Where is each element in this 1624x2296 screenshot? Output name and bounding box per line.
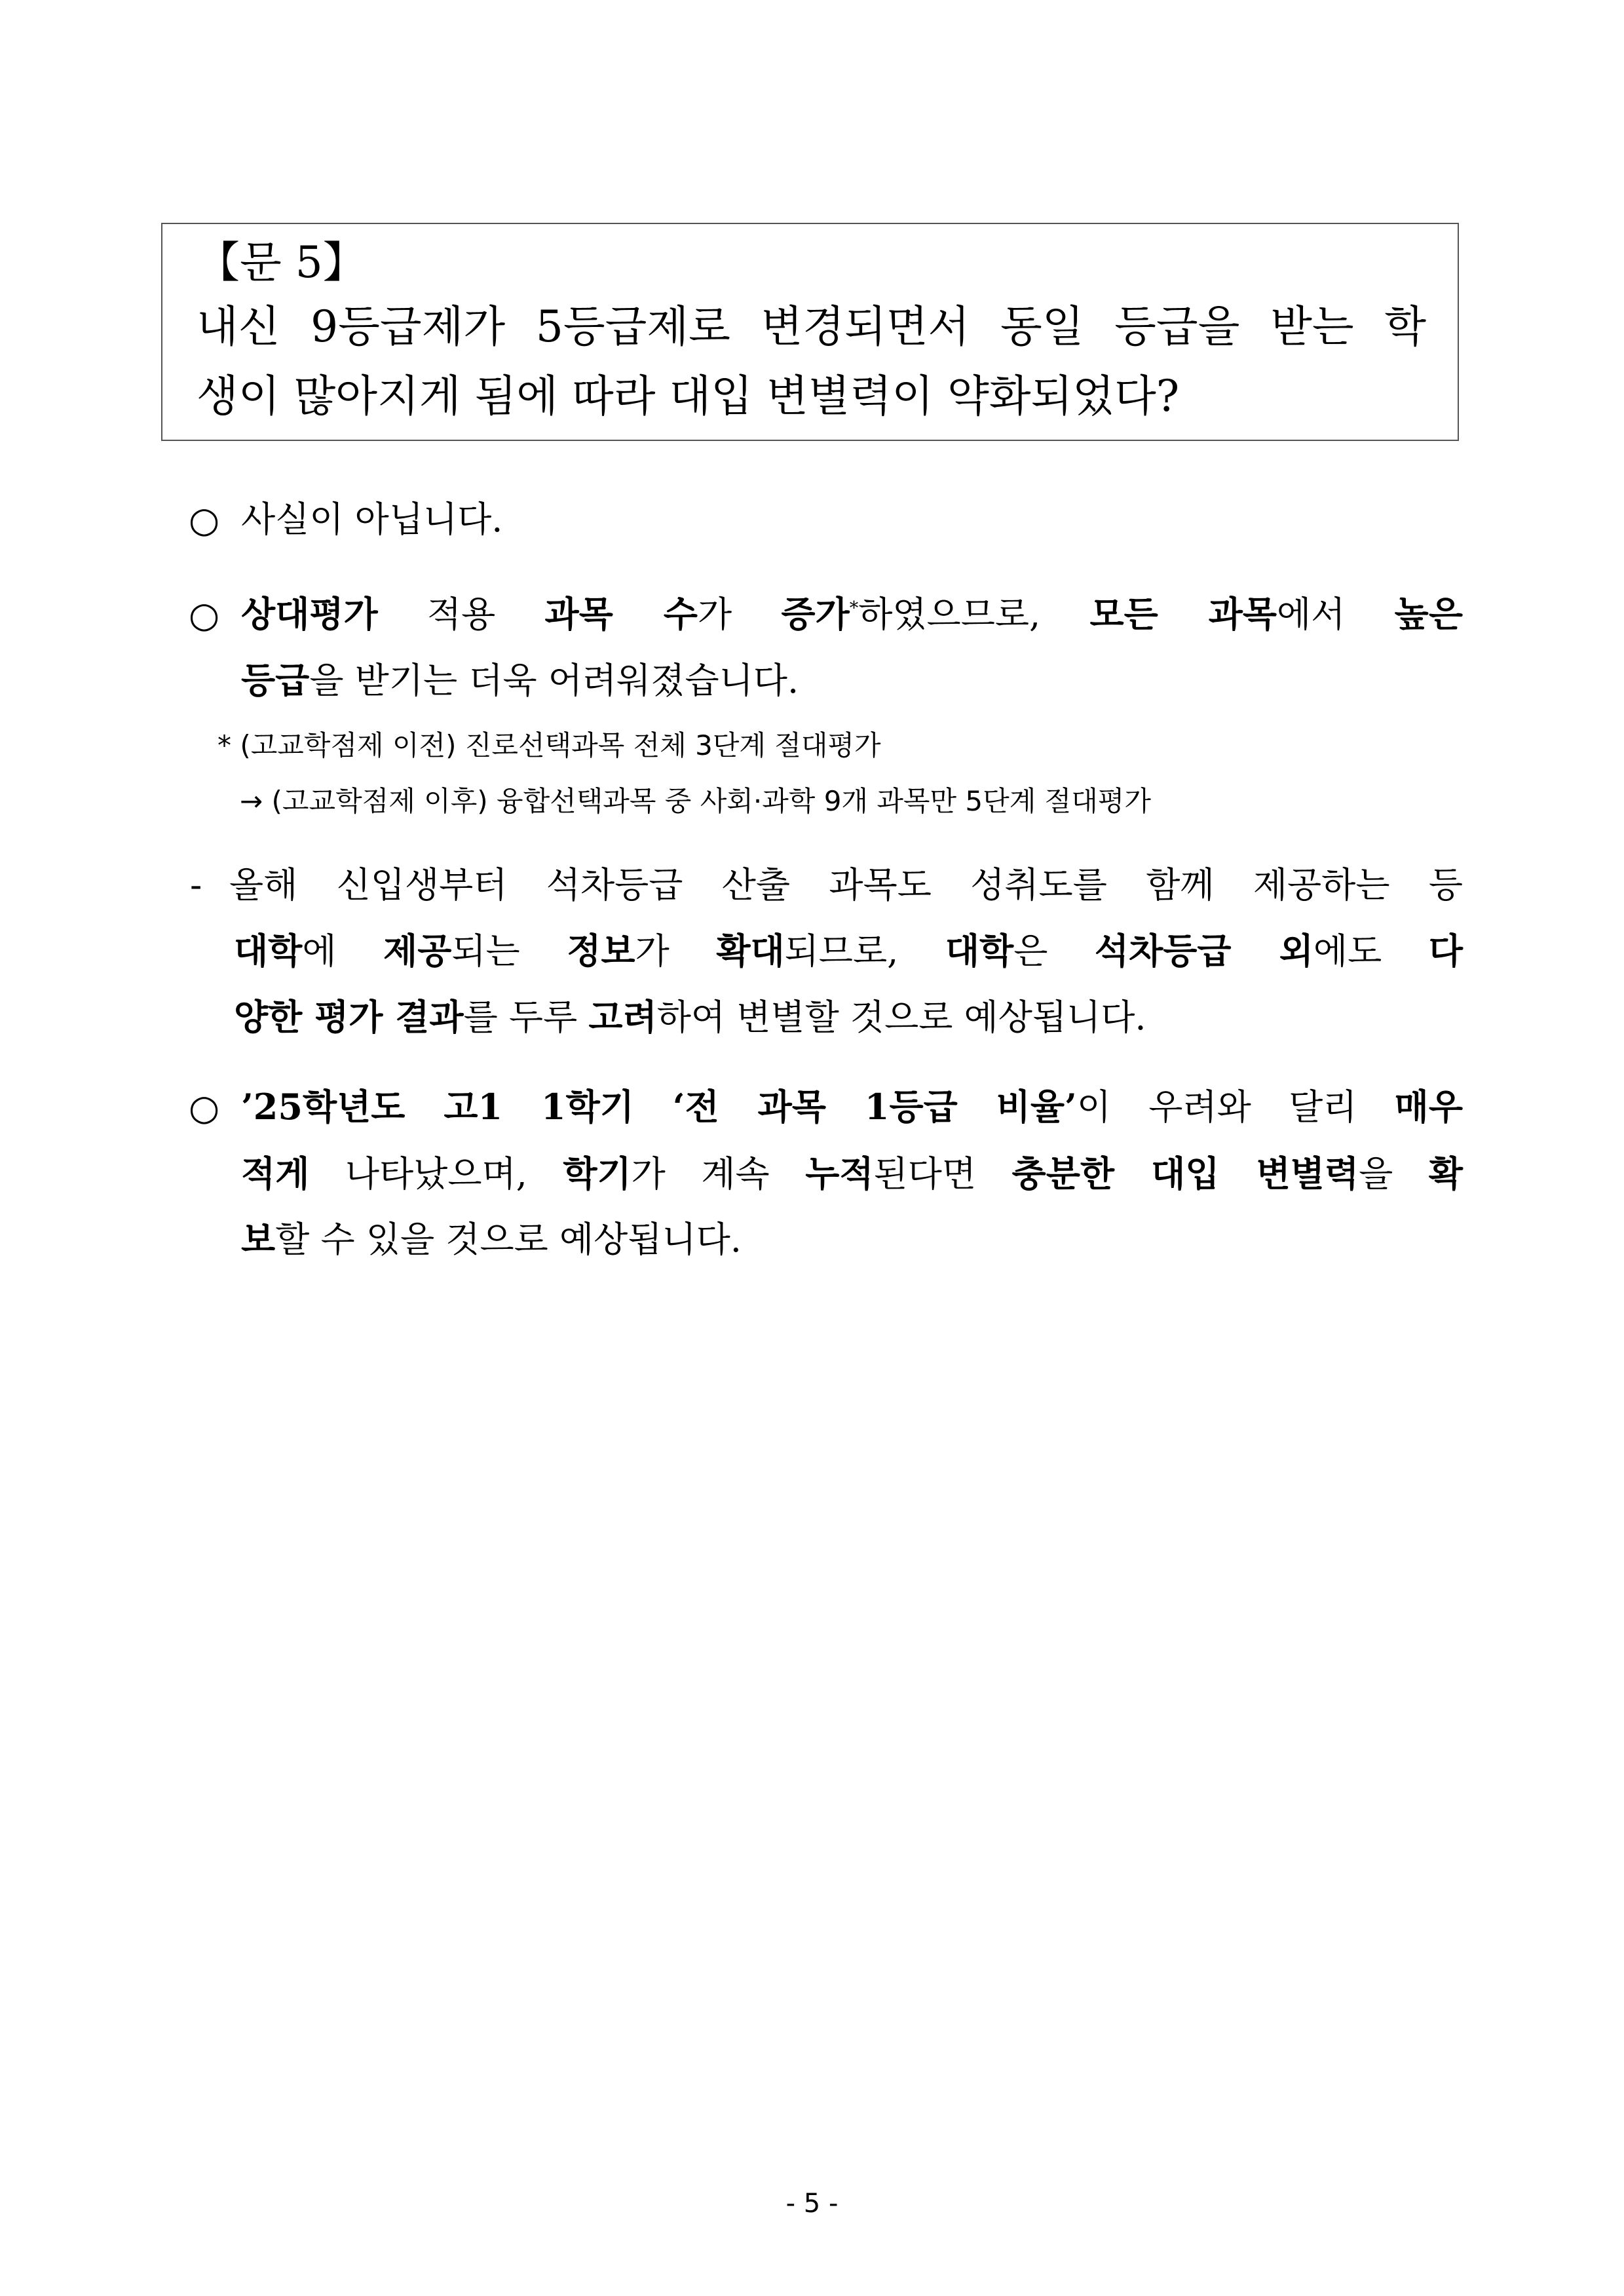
text: 에서 <box>1277 594 1395 635</box>
bold-text: 정보 <box>567 930 635 972</box>
bullet-dash: - <box>190 864 202 906</box>
bold-text: 대학 <box>234 930 303 972</box>
text: 을 <box>1359 1153 1429 1195</box>
bold-text: 상대평가 <box>241 593 378 635</box>
bold-text: 확 <box>1428 1153 1463 1195</box>
bold-text: 석차등급 외 <box>1094 930 1313 972</box>
bold-text: 적게 <box>241 1153 310 1195</box>
text: 에 <box>302 930 384 972</box>
text: 된다면 <box>873 1153 1012 1195</box>
text: 이 우려와 달리 <box>1076 1086 1395 1128</box>
bold-text: 누적 <box>805 1153 874 1195</box>
bold-text: 다 <box>1428 930 1463 972</box>
text: 가 계속 <box>631 1153 806 1195</box>
bold-text: 증가 <box>781 593 850 635</box>
text: 올해 신입생부터 석차등급 산출 과목도 성취도를 함께 제공하는 등 <box>229 864 1463 906</box>
sub-line <box>234 930 1463 972</box>
bold-text: 충분한 대입 변별력 <box>1011 1153 1359 1195</box>
bold-text: 보 <box>241 1218 276 1260</box>
bullet-circle: ○ <box>189 1087 220 1128</box>
bold-text: ’25학년도 고1 1학기 ‘전 과목 1등급 비율’ <box>241 1086 1077 1128</box>
text: 를 두루 <box>463 997 589 1038</box>
answer1-line <box>241 499 503 540</box>
bullet-circle: ○ <box>189 594 220 636</box>
answer3-line <box>241 1218 742 1260</box>
bold-text: 매우 <box>1394 1086 1463 1128</box>
text: 하여 변별할 것으로 예상됩니다. <box>656 997 1146 1038</box>
text: 되는 <box>451 930 567 972</box>
sub-line <box>229 864 1463 906</box>
text: 할 수 있을 것으로 예상됩니다. <box>275 1219 742 1260</box>
answer2-line <box>241 593 1463 635</box>
text: 에도 <box>1313 930 1429 972</box>
text: 적용 <box>377 594 545 635</box>
question-line <box>197 371 1180 421</box>
footnote-after: → (고교학점제 이후) 융합선택과목 중 사회·과학 9개 과목만 5단계 절대평가 <box>240 785 1151 817</box>
question-line <box>197 301 1426 352</box>
bold-text: 등급 <box>241 659 310 701</box>
text: 을 받기는 더욱 어려워졌습니다. <box>309 660 799 701</box>
text: * <box>849 598 859 619</box>
text: 나타났으며, <box>309 1153 563 1195</box>
bold-text: 높은 <box>1394 593 1463 635</box>
answer3-line <box>241 1153 1463 1195</box>
bold-text: 제공 <box>383 930 452 972</box>
text: 가 <box>697 594 782 635</box>
bold-text: 고려 <box>588 996 657 1038</box>
text: 사실이 아닙니다. <box>241 499 503 540</box>
bold-text: 학기 <box>563 1153 632 1195</box>
sub-line <box>234 996 1146 1038</box>
bold-text: 대학 <box>945 930 1014 972</box>
footnote-before: * (고교학점제 이전) 진로선택과목 전체 3단계 절대평가 <box>217 729 881 761</box>
text: 은 <box>1013 930 1095 972</box>
bold-text: 확대 <box>716 930 785 972</box>
bold-text: 모든 과목 <box>1089 593 1277 635</box>
question-label: 【문 5】 <box>197 237 366 288</box>
bullet-circle: ○ <box>189 499 220 541</box>
text: 가 <box>635 930 717 972</box>
text: 내신 9등급제가 5등급제로 변경되면서 동일 등급을 받는 학 <box>197 301 1426 352</box>
text: 되므로, <box>784 930 945 972</box>
bold-text: 양한 평가 결과 <box>234 996 464 1038</box>
page-number: - 5 - <box>785 2189 839 2219</box>
text: 생이 많아지게 됨에 따라 대입 변별력이 약화되었다? <box>197 371 1180 421</box>
answer3-line <box>241 1086 1463 1128</box>
answer2-line <box>241 659 799 701</box>
text: 하였으므로, <box>858 594 1090 635</box>
bold-text: 과목 수 <box>544 593 698 635</box>
